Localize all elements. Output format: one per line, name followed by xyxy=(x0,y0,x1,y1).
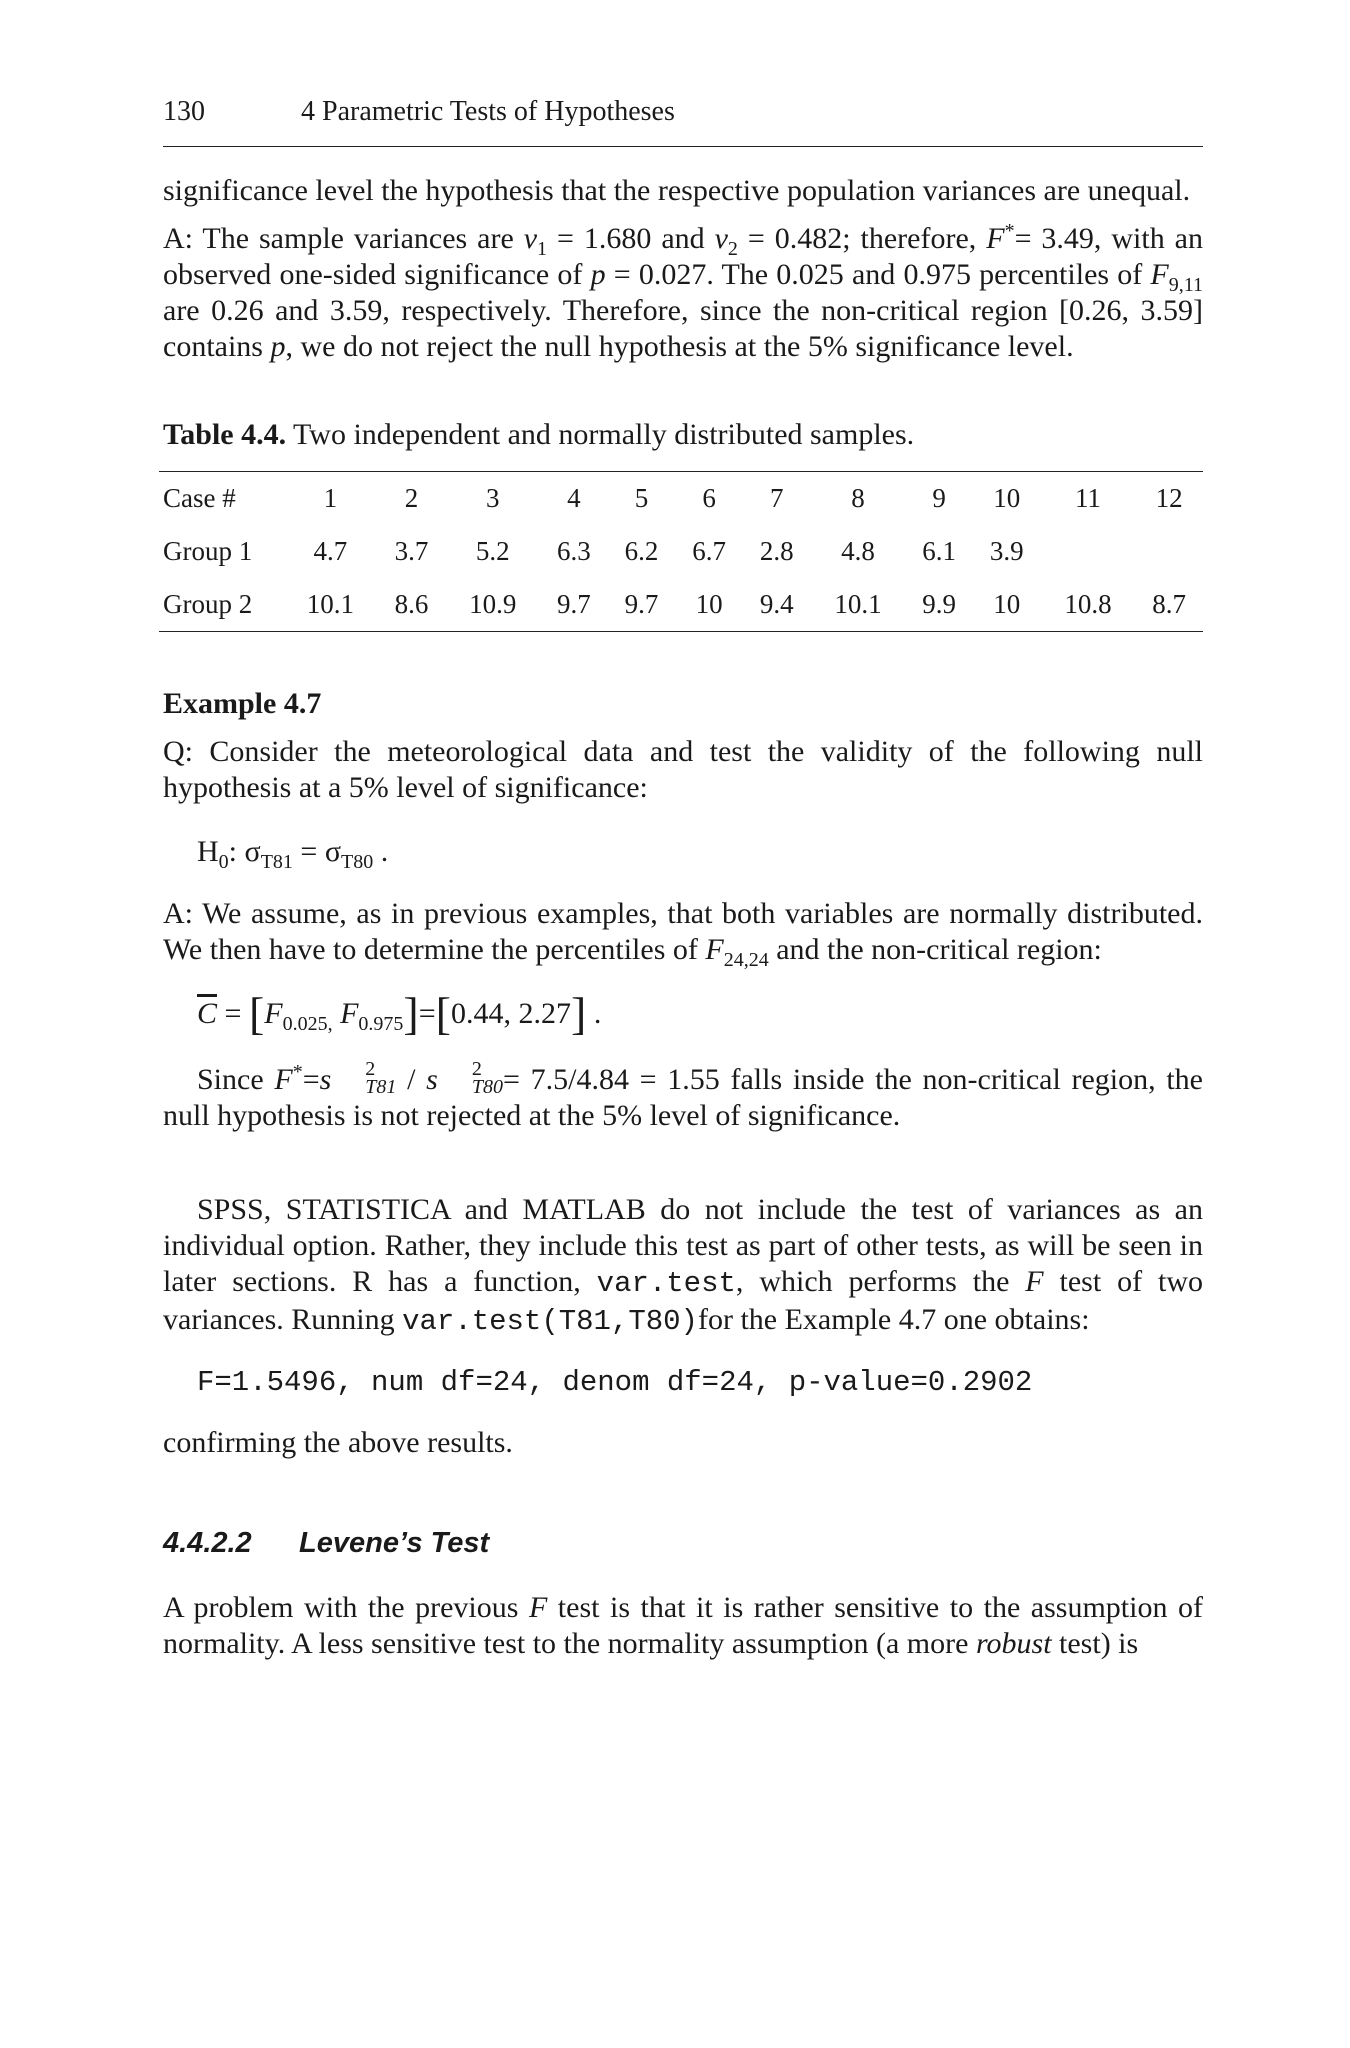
table-cell: 9.9 xyxy=(922,589,956,619)
table-cell: 9.7 xyxy=(556,589,591,619)
conclusion-paragraph: Since F*=s 2 T81 / s 2 T80 = 7.5/4.84 = 1.55 falls inside the non-critical region, the null hypothesis is not rejected at the 5% level of significance. xyxy=(163,1058,1203,1132)
table-cell: 10.1 xyxy=(834,589,882,619)
table-cell: 9.7 xyxy=(624,589,659,619)
table-cell: 10 xyxy=(695,589,723,619)
section-number: 4.4.2.2 xyxy=(163,1527,252,1559)
running-head xyxy=(163,96,1203,136)
section-heading xyxy=(163,1527,1203,1560)
table-cell: 10.8 xyxy=(1064,589,1112,619)
table-cell: 9 xyxy=(932,483,946,513)
levene-paragraph: A problem with the previous F test is that it is rather sensitive to the assumption of normality. A less sensitive test to the normality assumption (a more robust test) is xyxy=(163,1591,1203,1660)
table-cell xyxy=(1041,525,1136,578)
table-cell: 4.8 xyxy=(841,536,875,566)
book-page xyxy=(163,96,1203,1662)
table-cell: 9.4 xyxy=(759,589,794,619)
table-cell: 1 xyxy=(323,483,338,513)
confirming-line: confirming the above results. xyxy=(163,1426,513,1459)
table-cell: 7 xyxy=(770,483,784,513)
table-cell: 8.6 xyxy=(394,589,429,619)
table-cell: 6.2 xyxy=(624,536,659,566)
table-cell: 2.8 xyxy=(759,536,794,566)
table-cell: 5 xyxy=(634,483,649,513)
table-cell: 3 xyxy=(485,483,500,513)
header-rule xyxy=(163,146,1203,147)
table-cell: Group 2 xyxy=(163,589,253,619)
table-cell: 8.7 xyxy=(1152,589,1187,619)
table-cell: 10.1 xyxy=(306,589,354,619)
table-cell: 6 xyxy=(702,483,716,513)
table-cell: 4.7 xyxy=(313,536,348,566)
r-output: F=1.5496, num df=24, denom df=24, p-value=0.2902 xyxy=(197,1366,1033,1399)
example-title: Example 4.7 xyxy=(163,687,322,720)
table-cell: Case # xyxy=(163,483,236,513)
table-cell: 10 xyxy=(993,483,1021,513)
table-caption: Table 4.4. Two independent and normally distributed samples. xyxy=(163,418,915,451)
table-cell: 8 xyxy=(851,483,865,513)
table-cell: 12 xyxy=(1155,483,1183,513)
null-hypothesis-formula: $H_0$: $\sigma_{T81} = \sigma_{T80}$ . xyxy=(197,835,389,873)
table-cell: 10 xyxy=(993,589,1021,619)
table-cell xyxy=(1135,525,1203,578)
table-cell: 11 xyxy=(1074,483,1101,513)
samples-table xyxy=(159,471,1203,632)
table-header-row xyxy=(159,472,1203,526)
chapter-title: 4 Parametric Tests of Hypotheses xyxy=(301,96,675,127)
section-title: Levene’s Test xyxy=(299,1527,490,1559)
table-cell: 10.9 xyxy=(469,589,517,619)
table-cell: 6.7 xyxy=(692,536,727,566)
table-cell: 5.2 xyxy=(475,536,510,566)
table-cell: 3.9 xyxy=(989,536,1024,566)
table-row xyxy=(159,525,1203,578)
page-number: 130 xyxy=(163,96,205,127)
table-cell: 4 xyxy=(567,483,581,513)
example-answer-paragraph: A: We assume, as in previous examples, that both variables are normally distributed. We then have to determine the percentiles of $F_{24,24}$ and the non-critical region: xyxy=(163,897,1203,971)
table-row xyxy=(159,578,1203,632)
non-critical-region-formula: $\overline{C} = [F_{0.025,}$ $F_{0.975}]=[0.44$, 2.27] . xyxy=(197,988,602,1039)
table-cell: 6.3 xyxy=(556,536,591,566)
continued-paragraph: significance level the hypothesis that the respective population variances are unequal. xyxy=(163,174,1191,207)
software-paragraph: SPSS, STATISTICA and MATLAB do not include the test of variances as an individual option. Rather, they include this test as part of other tests, as will be seen in later sections. R has a function, var.test, which performs the F test of two variances. Running var.test(T81,T80)for the Example 4.7 one obtains: xyxy=(163,1193,1203,1338)
table-cell: 3.7 xyxy=(394,536,429,566)
previous-answer-paragraph: A: The sample variances are $v_1 = 1.680$ and $v_2 = 0.482$; therefore, F*= 3.49, with an observed one-sided significance of p = 0.027. The 0.025 and 0.975 percentiles of $F_{9,11}$ are 0.26 and 3.59, respectively. Therefore, since the non-critical region [0.26, 3.59] contains p, we do not reject the null hypothesis at the 5% significance level. xyxy=(163,220,1203,363)
table-cell: Group 1 xyxy=(163,536,253,566)
table-cell: 6.1 xyxy=(922,536,956,566)
example-question: Q: Consider the meteorological data and test the validity of the following null hypothesis at a 5% level of significance: xyxy=(163,735,1203,804)
table-cell: 2 xyxy=(404,483,419,513)
